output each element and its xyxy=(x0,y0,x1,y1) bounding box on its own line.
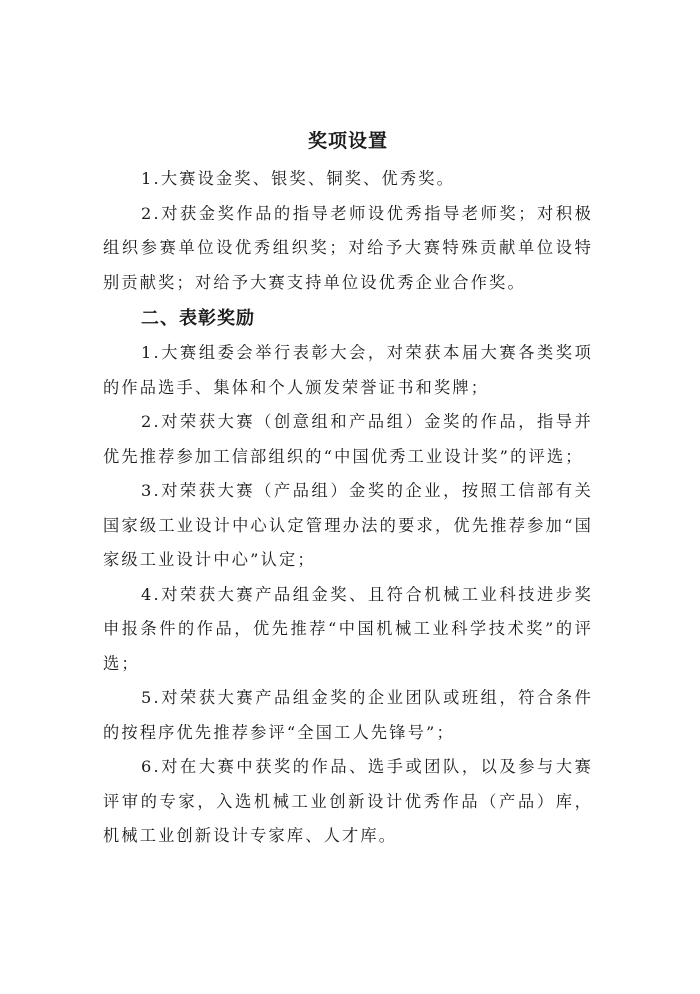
award-item-1: 1.大赛设金奖、银奖、铜奖、优秀奖。 xyxy=(141,169,456,188)
recognition-item-2: 2.对荣获大赛（创意组和产品组）金奖的作品，指导并优先推荐参加工信部组织的“中国优秀工业设计奖”的评选； xyxy=(103,412,593,466)
recognition-item-4: 4.对荣获大赛产品组金奖、且符合机械工业科技进步奖申报条件的作品，优先推荐“中国机械工业科学技术奖”的评选； xyxy=(103,584,593,673)
award-item-2: 2.对获金奖作品的指导老师设优秀指导老师奖；对积极组织参赛单位设优秀组织奖；对给予大赛特殊贡献单位设特别贡献奖；对给予大赛支持单位设优秀企业合作奖。 xyxy=(103,203,593,292)
recognition-item-1: 1.大赛组委会举行表彰大会，对荣获本届大赛各类奖项的作品选手、集体和个人颁发荣誉证书和奖牌； xyxy=(103,343,593,397)
recognition-item-5: 5.对荣获大赛产品组金奖的企业团队或班组，符合条件的按程序优先推荐参评“全国工人先锋号”； xyxy=(103,688,593,742)
section-title-awards: 奖项设置 xyxy=(307,130,388,152)
recognition-item-3: 3.对荣获大赛（产品组）金奖的企业，按照工信部有关国家级工业设计中心认定管理办法的要求，优先推荐参加“国家级工业设计中心”认定； xyxy=(103,481,593,569)
recognition-item-6: 6.对在大赛中获奖的作品、选手或团队，以及参与大赛评审的专家，入选机械工业创新设计优秀作品（产品）库，机械工业创新设计专家库、人才库。 xyxy=(103,757,593,845)
section-title-recognition: 二、表彰奖励 xyxy=(141,308,255,329)
document-content xyxy=(103,125,593,854)
